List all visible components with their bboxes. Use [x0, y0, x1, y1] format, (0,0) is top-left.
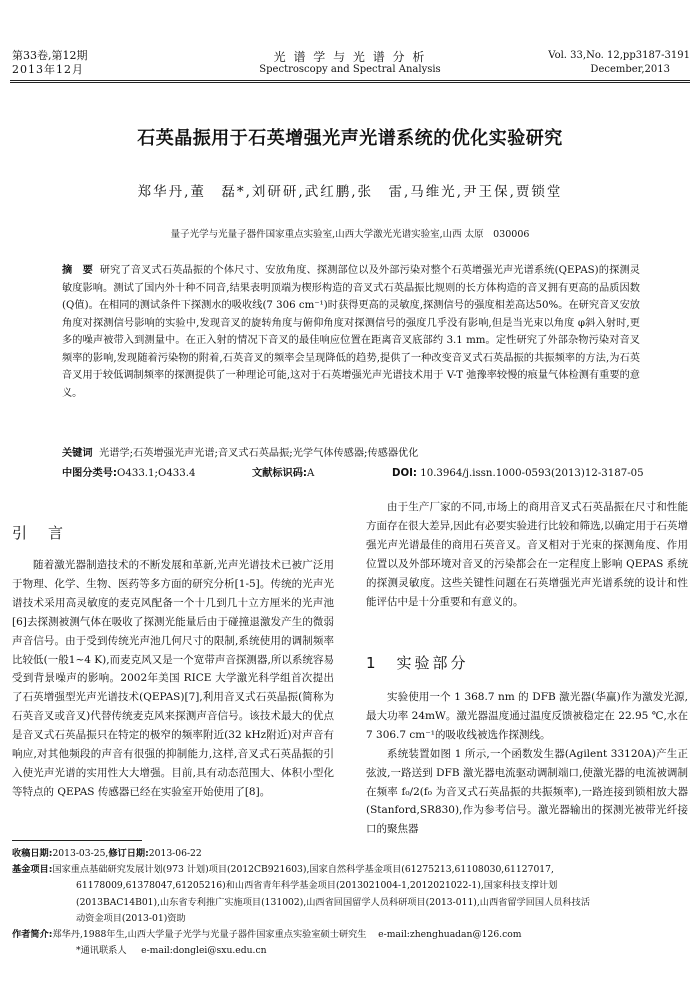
- bio-label: 作者简介:: [12, 929, 53, 941]
- experiment-paragraph-1: 实验使用一个 1 368.7 nm 的 DFB 激光器(华赢)作为激发光源,最大功率 24mW。激光器温度通过温度反馈被稳定在 22.95 ℃,水在 7 306.7 cm⁻¹的吸收线被选作探测线。: [366, 691, 688, 741]
- abstract-text: 研究了音叉式石英晶振的个体尺寸、安放角度、探测部位以及外部污染对整个石英增强光声光谱系统(QEPAS)的探测灵敏度影响。测试了国内外十种不同音,结果表明顶端为楔形构造的音叉式石英晶振比规则的长方体构造的音叉拥有更高的品质因数(Q值)。在相同的测试条件下探测水的吸收线(7 306 cm⁻¹)时获得更高的灵敏度,探测信号的强度相差高达50%。在研究音叉安放角度对探测信号影响的实验中,发现音叉的旋转角度与俯仰角度对探测信号的强度几乎没有影响,但是当光束以角度 φ斜入射时,更多的噪声被带入到测量中。在正入射的情况下音叉的最佳响应位置在距离音叉底部约 3.1 mm。定性研究了外部杂物污染对音叉频率的影响,发现随着污染物的附着,石英音叉的频率会呈现降低的趋势,提供了一种改变音叉式石英晶振的共振频率的方法,为石英音叉用于较低调制频率的探测提供了一种理论可能,这对于石英增强光声光谱技术用于 V-T 弛豫率较慢的痕量气体检测有重要的意义。: [62, 265, 640, 399]
- fund-line-1: [12, 862, 692, 878]
- header-date-en: December,2013: [590, 64, 670, 75]
- bio-email: e-mail:zhenghuadan@126.com: [378, 929, 522, 941]
- header-rule-double: [10, 82, 690, 83]
- experiment-body: [366, 688, 688, 839]
- intro-heading: 引 言: [12, 524, 67, 542]
- header-date-cn: 2013年12月: [12, 63, 84, 76]
- author-list: 郑华丹,董 磊*,刘研研,武红鹏,张 雷,马维光,尹王保,贾锁堂: [137, 184, 563, 200]
- footnotes: [12, 846, 692, 959]
- paper-title: 石英晶振用于石英增强光声光谱系统的优化实验研究: [137, 128, 563, 149]
- keywords-text: 光谱学;石英增强光声光谱;音叉式石英晶振;光学气体传感器;传感器优化: [99, 448, 419, 459]
- revised-date: 2013-06-22: [148, 848, 202, 859]
- keywords: [62, 444, 418, 459]
- received-label: 收稿日期:: [12, 848, 53, 859]
- bio-text: 郑华丹,1988年生,山西大学量子光学与光量子器件国家重点实验室硕士研究生: [52, 929, 367, 941]
- fund-line-4: 动资金项目(2013-01)资助: [76, 912, 186, 924]
- intro-paragraph: 随着激光器制造技术的不断发展和革新,光声光谱技术已被广泛用于物理、化学、生物、医药等多方面的研究分析[1-5]。传统的光声光谱技术采用高灵敏度的麦克风配备一个十几到几十立方厘米的光声池[6]去探测被测气体在吸收了探测光能量后由于碰撞退激发产生的微弱声音信号。由于受到传统光声池几何尺寸的限制,系统使用的调制频率比较低(一般1~4 K),而麦克风又是一个宽带声音探测器,所以系统容易受到背景噪声的影响。2002年美国 RICE 大学激光科学组首次提出了石英增强型光声光谱技术(QEPAS)[7],利用音叉式石英晶振(简称为石英音叉或音叉)代替传统麦克风来探测声音信号。该技术最大的优点是音叉式石英晶振只在特定的极窄的频率附近(32 kHz附近)对声音有响应,对其他频段的声音有很强的抑制能力,这样,音叉式石英晶振的引入使光声光谱的实用性大大增强。目前,具有动态范围大、体积小型化等特点的 QEPAS 传感器已经在实验室开始使用了[8]。: [12, 559, 334, 798]
- experiment-paragraph-2: 系统装置如图 1 所示,一个函数发生器(Agilent 33120A)产生正弦波,一路送到 DFB 激光器电流驱动调制端口,使激光器的电流被调制在频率 f₀/2(f₀ 为音叉式石英晶振的共振频率),一路连接到锁相放大器(Stanford,SR830),作为参考信号。激光器输出的探测光被带光纤接口的聚焦器: [366, 747, 688, 836]
- header-journal-en: Spectroscopy and Spectral Analysis: [259, 64, 441, 75]
- keywords-label: 关键词: [62, 448, 93, 459]
- classification-line: [62, 464, 662, 479]
- abstract: [62, 262, 640, 402]
- header-volume-en: Vol. 33,No. 12,pp3187-3191: [548, 50, 690, 61]
- right-column-top: [366, 498, 688, 611]
- header-rule: [10, 80, 690, 81]
- fund-text-1: 国家重点基础研究发展计划(973 计划)项目(2012CB921603),国家自然科学基金项目(61275213,61108030,61127017,: [52, 864, 554, 876]
- revised-label: 修订日期:: [108, 848, 149, 859]
- doi-label: DOI:: [392, 468, 417, 479]
- affiliation: 量子光学与光量子器件国家重点实验室,山西大学激光光谱实验室,山西 太原 030006: [170, 229, 530, 240]
- fund-line-2: 61178009,61378047,61205216)和山西省青年科学基金项目(2013021004-1,2012021022-1),国家科技支撑计划: [76, 880, 558, 892]
- experiment-heading: 1 实验部分: [366, 654, 469, 672]
- abstract-label: 摘 要: [62, 265, 94, 276]
- footnote-rule: [12, 840, 142, 841]
- doi-value: 10.3964/j.issn.1000-0593(2013)12-3187-05: [420, 468, 644, 479]
- doc-code-label: 文献标识码:: [252, 468, 308, 479]
- doc-code-value: A: [307, 468, 315, 479]
- intro-body: [12, 556, 334, 802]
- header-journal-cn: 光 谱 学 与 光 谱 分 析: [273, 50, 427, 64]
- bio-line: [12, 927, 692, 943]
- dates-line: 收稿日期:2013-03-25,修订日期:2013-06-22: [12, 848, 202, 859]
- corr-label: *通讯联系人: [76, 945, 127, 957]
- clc-label: 中图分类号:: [62, 468, 118, 479]
- corr-line: [12, 943, 692, 959]
- header-volume-cn: 第33卷,第12期: [12, 49, 88, 62]
- fund-label: 基金项目:: [12, 864, 53, 876]
- right-paragraph-1: 由于生产厂家的不同,市场上的商用音叉式石英晶振在尺寸和性能方面存在很大差异,因此有必要实验进行比较和筛选,以确定用于石英增强光声光谱最佳的商用石英音叉。音叉相对于光束的探测角度、作用位置以及外部环境对音叉的污染都会在一定程度上影响 QEPAS 系统的探测灵敏度。这些关键性问题在石英增强光声光谱系统的设计和性能评估中是十分重要和有意义的。: [366, 501, 688, 608]
- corr-email: e-mail:donglei@sxu.edu.cn: [141, 945, 267, 957]
- clc-value: O433.1;O433.4: [117, 468, 196, 479]
- received-date: 2013-03-25: [52, 848, 106, 859]
- fund-line-3: (2013BAC14B01),山东省专利推广实施项目(131002),山西省回国留学人员科研项目(2013-011),山西省留学回国人员科技活: [76, 896, 591, 908]
